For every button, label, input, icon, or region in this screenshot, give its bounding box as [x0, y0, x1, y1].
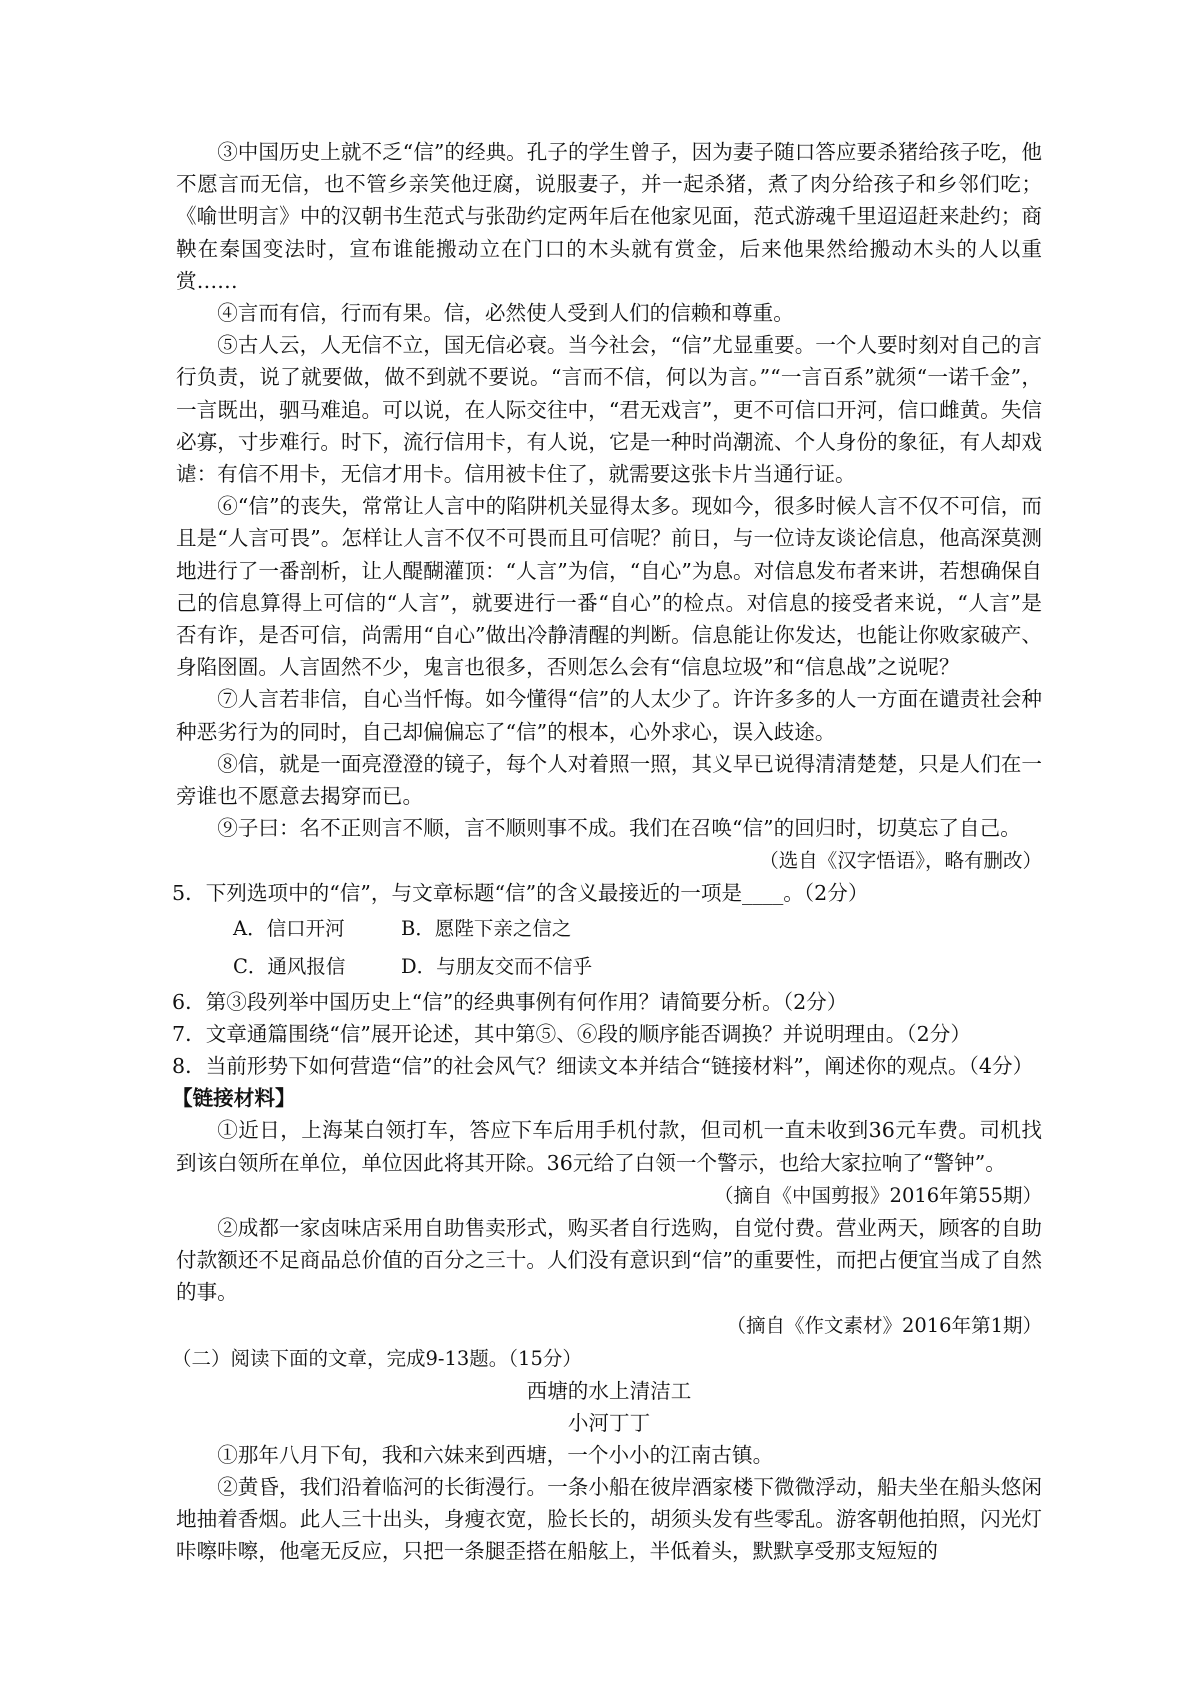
paragraph-7: ⑦人言若非信，自心当忏悔。如今懂得“信”的人太少了。许许多多的人一方面在谴责社会种种恶劣行为的同时，自己却偏偏忘了“信”的根本，心外求心，误入歧途。 [176, 687, 1042, 744]
option-b: B．愿陛下亲之信之 [401, 916, 572, 940]
link-material-item-1: ①近日，上海某白领打车，答应下车后用手机付款，但司机一直未收到36元车费。司机找到该白领所在单位，单位因此将其开除。36元给了白领一个警示，也给大家拉响了“警钟”。 [176, 1118, 1042, 1175]
story-title: 西塘的水上清洁工 [526, 1378, 692, 1403]
paragraph-3: ③中国历史上就不乏“信”的经典。孔子的学生曾子，因为妻子随口答应要杀猪给孩子吃，他不愿言而无信，也不管乡亲笑他迂腐，说服妻子，并一起杀猪，煮了肉分给孩子和乡邻们吃；《喻世明言》中的汉朝书生范式与张劭约定两年后在他家见面，范式游魂千里迢迢赶来赴约；商鞅在秦国变法时，宣布谁能搬动立在门口的木头就有赏金，后来他果然给搬动木头的人以重赏…… [176, 140, 1042, 293]
question-7: 7．文章通篇围绕“信”展开论述，其中第⑤、⑥段的顺序能否调换？并说明理由。（2分） [172, 1021, 971, 1046]
option-c: C．通风报信 [233, 954, 346, 978]
question-5: 5．下列选项中的“信”，与文章标题“信”的含义最接近的一项是____。（2分） [172, 881, 869, 906]
question-8: 8．当前形势下如何营造“信”的社会风气？细读文本并结合“链接材料”，阐述你的观点。（4分） [172, 1054, 1034, 1079]
option-d: D．与朋友交而不信乎 [401, 954, 593, 978]
article-body [176, 136, 1042, 877]
link-material-source-2: （摘自《作文素材》2016年第1期） [726, 1313, 1042, 1337]
option-a: A．信口开河 [233, 916, 345, 940]
story-paragraph-2: ②黄昏，我们沿着临河的长街漫行。一条小船在彼岸酒家楼下微微浮动，船夫坐在船头悠闲地抽着香烟。此人三十出头，身瘦衣宽，脸长长的，胡须头发有些零乱。游客朝他拍照，闪光灯咔嚓咔嚓，他毫无反应，只把一条腿歪搭在船舷上，半低着头，默默享受那支短短的 [176, 1474, 1042, 1564]
paragraph-5: ⑤古人云，人无信不立，国无信必衰。当今社会，“信”尤显重要。一个人要时刻对自己的言行负责，说了就要做，做不到就不要说。“言而不信，何以为言。”“一言百系”就须“一诺千金”，一言既出，驷马难追。可以说，在人际交往中，“君无戏言”，更不可信口开河，信口雌黄。失信必寡，寸步难行。时下，流行信用卡，有人说，它是一种时尚潮流、个人身份的象征，有人却戏谑：有信不用卡，无信才用卡。信用被卡住了，就需要这张卡片当通行证。 [176, 333, 1042, 487]
section-two-intro: （二）阅读下面的文章，完成9-13题。（15分） [172, 1346, 582, 1370]
paragraph-9: ⑨子曰：名不正则言不顺，言不顺则事不成。我们在召唤“信”的回归时，切莫忘了自己。 [217, 816, 1021, 841]
paragraph-4: ④言而有信，行而有果。信，必然使人受到人们的信赖和尊重。 [217, 301, 794, 326]
questions-block [172, 877, 1042, 1082]
link-material-source-1: （摘自《中国剪报》2016年第55期） [714, 1183, 1042, 1207]
paragraph-8: ⑧信，就是一面亮澄澄的镜子，每个人对着照一照，其义早已说得清清楚楚，只是人们在一旁谁也不愿意去揭穿而已。 [176, 751, 1042, 809]
options-row-2 [233, 948, 1042, 986]
story-author: 小河丁丁 [567, 1410, 651, 1435]
link-material [172, 1082, 1042, 1341]
article-source: （选自《汉字悟语》，略有删改） [759, 849, 1042, 873]
story-paragraph-1: ①那年八月下旬，我和六妹来到西塘，一个小小的江南古镇。 [217, 1442, 774, 1467]
section-two [172, 1342, 1042, 1568]
link-material-heading: 【链接材料】 [172, 1086, 296, 1111]
link-material-item-2: ②成都一家卤味店采用自助售卖形式，购买者自行选购，自觉付费。营业两天，顾客的自助付款额还不足商品总价值的百分之三十。人们没有意识到“信”的重要性，而把占便宜当成了自然的事。 [176, 1215, 1042, 1305]
question-6: 6．第③段列举中国历史上“信”的经典事例有何作用？请简要分析。（2分） [172, 989, 848, 1014]
options-row-1 [233, 910, 1042, 948]
paragraph-6: ⑥“信”的丧失，常常让人言中的陷阱机关显得太多。现如今，很多时候人言不仅不可信，而且是“人言可畏”。怎样让人言不仅不可畏而且可信呢？前日，与一位诗友谈论信息，他高深莫测地进行了一番剖析，让人醍醐灌顶：“人言”为信，“自心”为息。对信息发布者来讲，若想确保自己的信息算得上可信的“人言”，就要进行一番“自心”的检点。对信息的接受者来说，“人言”是否有诈，是否可信，尚需用“自心”做出冷静清醒的判断。信息能让你发达，也能让你败家破产、身陷囹圄。人言固然不少，鬼言也很多，否则怎么会有“信息垃圾”和“信息战”之说呢？ [176, 494, 1042, 680]
